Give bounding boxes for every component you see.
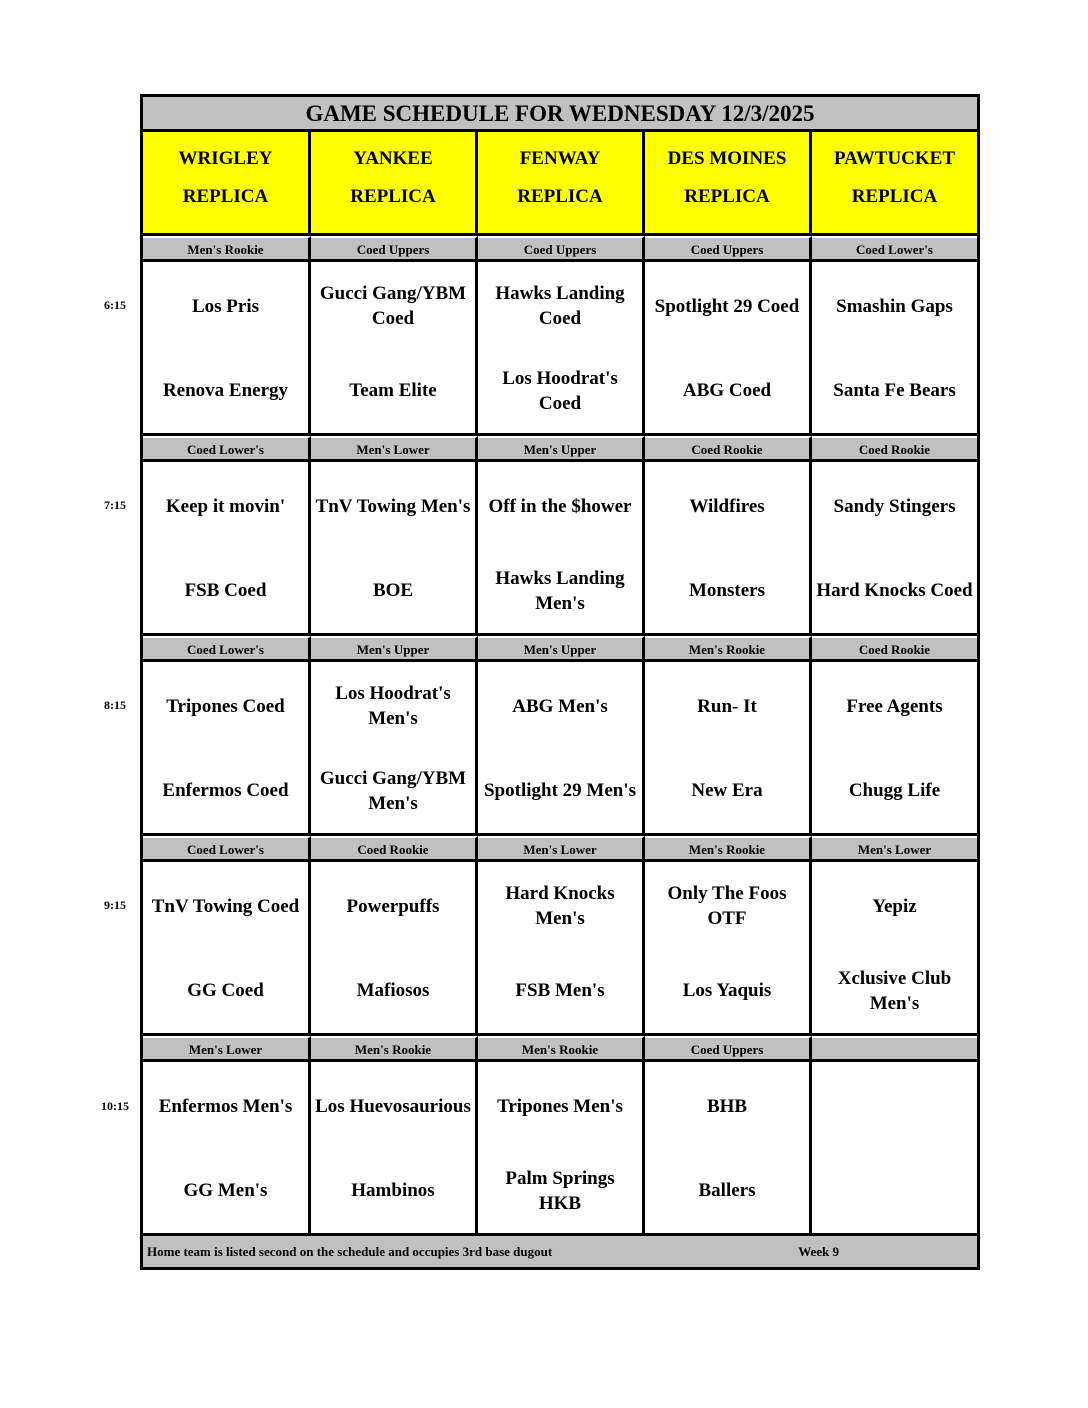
time-label: 8:15: [104, 698, 126, 712]
away-team: Smashin Gaps: [836, 295, 953, 317]
away-team: Run- It: [697, 695, 757, 717]
week-label: Week 9: [798, 1243, 840, 1259]
away-team: BHB: [706, 1095, 748, 1117]
schedule-table: [140, 94, 980, 1270]
division-label: Coed Uppers: [645, 236, 812, 259]
game-cell: [311, 1062, 478, 1233]
home-team: Hambinos: [351, 1180, 435, 1202]
home-team: Team Elite: [349, 380, 437, 402]
away-team: Keep it movin': [165, 495, 286, 517]
division-label: Men's Rookie: [311, 1036, 478, 1059]
division-row: [143, 236, 977, 262]
field-name: YANKEE: [353, 148, 433, 169]
division-label: [812, 1036, 977, 1059]
game-cell: [311, 862, 478, 1033]
division-label: Men's Rookie: [478, 1036, 645, 1059]
game-cell: [812, 862, 977, 1033]
home-team: Palm Springs HKB: [505, 1167, 615, 1214]
division-label: Men's Lower: [311, 436, 478, 459]
game-cell: [645, 662, 812, 833]
field-sub: REPLICA: [684, 186, 770, 207]
game-cell: [478, 662, 645, 833]
division-label: Men's Rookie: [645, 836, 812, 859]
game-cell: [645, 462, 812, 633]
division-row: [143, 836, 977, 862]
home-team: GG Men's: [183, 1180, 268, 1202]
division-label: Coed Lower's: [143, 436, 311, 459]
away-team: Los Pris: [191, 295, 260, 317]
away-team: Spotlight 29 Coed: [654, 295, 800, 317]
home-team: Hawks Landing Men's: [495, 567, 625, 614]
home-team: Ballers: [698, 1180, 756, 1202]
away-team: Gucci Gang/YBM Coed: [319, 283, 467, 330]
division-label: Coed Rookie: [645, 436, 812, 459]
field-header: [143, 132, 311, 233]
away-team: Sandy Stingers: [833, 495, 956, 517]
game-cell: [478, 862, 645, 1033]
game-cell: [143, 462, 311, 633]
game-row: [143, 662, 977, 836]
game-row: [143, 1062, 977, 1236]
field-sub: REPLICA: [350, 186, 436, 207]
footer-note: Home team is listed second on the schedule and occupies 3rd base dugout: [147, 1243, 553, 1259]
division-label: Coed Uppers: [478, 236, 645, 259]
game-cell: [311, 662, 478, 833]
game-row: [143, 262, 977, 436]
game-cell: [311, 262, 478, 433]
field-name: DES MOINES: [667, 148, 787, 169]
game-cell: [812, 262, 977, 433]
division-label: Men's Rookie: [143, 236, 311, 259]
division-label: Coed Uppers: [645, 1036, 812, 1059]
game-row: [143, 462, 977, 636]
home-team: GG Coed: [187, 980, 264, 1002]
field-header: [812, 132, 977, 233]
field-sub: REPLICA: [517, 186, 603, 207]
away-team: Wildfires: [689, 495, 765, 517]
away-team: Hawks Landing Coed: [495, 283, 625, 330]
field-name: PAWTUCKET: [833, 148, 956, 169]
division-label: Coed Rookie: [812, 436, 977, 459]
game-cell: [143, 262, 311, 433]
home-team: [812, 1149, 977, 1234]
division-label: Coed Uppers: [311, 236, 478, 259]
time-label: 10:15: [101, 1099, 129, 1113]
time-label: 6:15: [104, 298, 126, 312]
division-label: Men's Lower: [143, 1036, 311, 1059]
field-name: WRIGLEY: [178, 148, 273, 169]
home-team: Hard Knocks Coed: [816, 580, 973, 602]
division-label: Coed Lower's: [143, 836, 311, 859]
game-cell: [311, 462, 478, 633]
away-team: TnV Towing Men's: [315, 495, 471, 517]
away-team: [812, 1062, 977, 1149]
game-cell: [143, 862, 311, 1033]
division-label: Men's Upper: [478, 636, 645, 659]
away-team: Yepiz: [872, 895, 917, 917]
game-cell: [812, 462, 977, 633]
division-label: Coed Lower's: [812, 236, 977, 259]
away-team: Tripones Men's: [497, 1095, 623, 1117]
division-row: [143, 636, 977, 662]
footer: [143, 1236, 977, 1270]
home-team: Los Yaquis: [682, 980, 772, 1002]
game-cell: [645, 862, 812, 1033]
game-cell: [143, 662, 311, 833]
home-team: BOE: [372, 580, 414, 602]
field-header: [645, 132, 812, 233]
game-cell: [812, 662, 977, 833]
away-team: Off in the $hower: [488, 495, 632, 517]
field-header: [311, 132, 478, 233]
away-team: Powerpuffs: [346, 895, 440, 917]
division-row: [143, 436, 977, 462]
division-label: Men's Upper: [478, 436, 645, 459]
game-cell: [812, 1062, 977, 1233]
away-team: Hard Knocks Men's: [505, 883, 615, 930]
away-team: Enfermos Men's: [158, 1095, 293, 1117]
division-row: [143, 1036, 977, 1062]
home-team: Renova Energy: [162, 380, 289, 402]
home-team: Gucci Gang/YBM Men's: [319, 767, 467, 814]
home-team: ABG Coed: [682, 380, 772, 402]
away-team: Tripones Coed: [166, 695, 285, 717]
field-header-row: [143, 132, 977, 236]
away-team: ABG Men's: [512, 695, 608, 717]
game-cell: [645, 1062, 812, 1233]
division-label: Men's Rookie: [645, 636, 812, 659]
home-team: New Era: [691, 780, 763, 802]
home-team: Xclusive Club Men's: [837, 967, 952, 1014]
division-label: Coed Lower's: [143, 636, 311, 659]
division-label: Men's Upper: [311, 636, 478, 659]
division-label: Men's Lower: [478, 836, 645, 859]
game-cell: [478, 462, 645, 633]
away-team: Free Agents: [846, 695, 943, 717]
home-team: Monsters: [689, 580, 765, 602]
home-team: Los Hoodrat's Coed: [502, 367, 618, 414]
division-label: Coed Rookie: [311, 836, 478, 859]
field-header: [478, 132, 645, 233]
field-sub: REPLICA: [182, 186, 269, 207]
home-team: Mafiosos: [356, 980, 430, 1002]
game-row: [143, 862, 977, 1036]
away-team: Los Hoodrat's Men's: [335, 683, 451, 730]
home-team: Chugg Life: [848, 780, 941, 802]
away-team: Only The Foos OTF: [667, 883, 787, 930]
division-label: Men's Lower: [812, 836, 977, 859]
game-cell: [645, 262, 812, 433]
game-cell: [143, 1062, 311, 1233]
time-label: 9:15: [104, 898, 126, 912]
field-sub: REPLICA: [851, 186, 938, 207]
division-label: Coed Rookie: [812, 636, 977, 659]
home-team: Spotlight 29 Men's: [483, 780, 637, 802]
away-team: Los Huevosaurious: [315, 1095, 471, 1117]
away-team: TnV Towing Coed: [151, 895, 300, 917]
game-cell: [478, 1062, 645, 1233]
game-cell: [478, 262, 645, 433]
home-team: FSB Coed: [184, 580, 267, 602]
page-title: GAME SCHEDULE FOR WEDNESDAY 12/3/2025: [143, 97, 977, 132]
home-team: Santa Fe Bears: [833, 380, 956, 402]
time-label: 7:15: [104, 498, 126, 512]
field-name: FENWAY: [519, 148, 601, 169]
home-team: Enfermos Coed: [162, 780, 289, 802]
home-team: FSB Men's: [515, 980, 605, 1002]
